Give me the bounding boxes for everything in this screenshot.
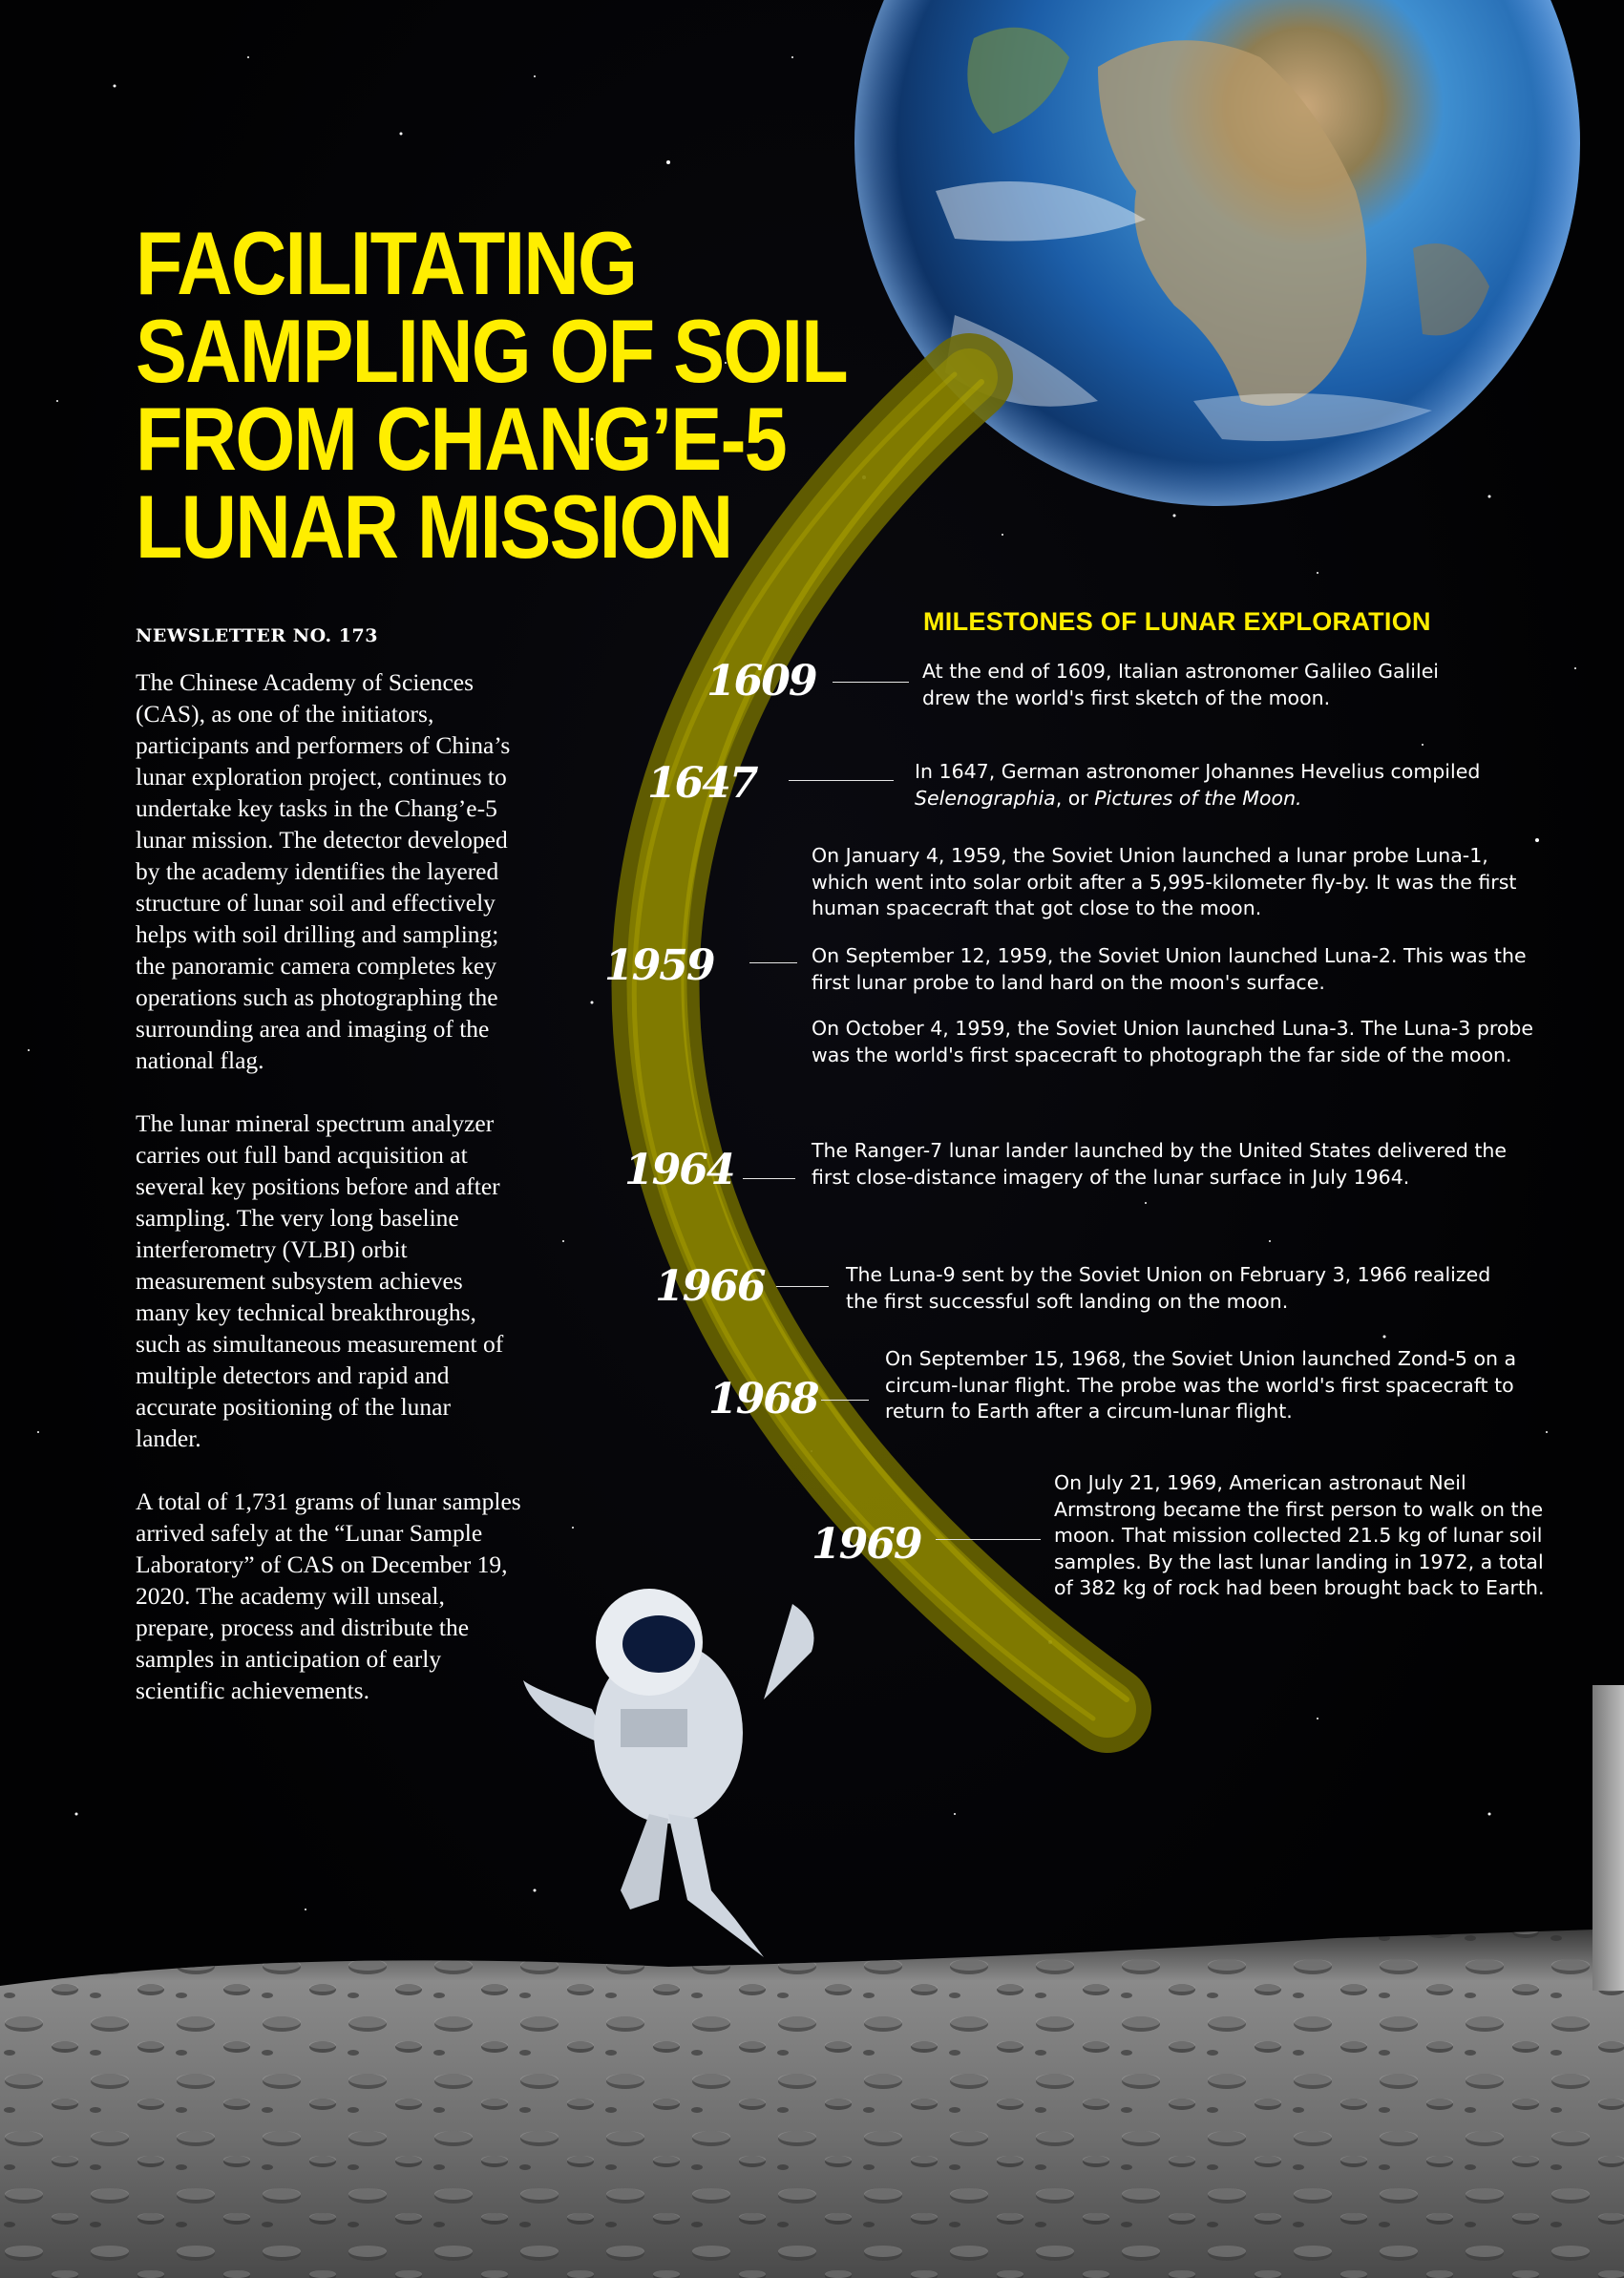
connector-line [821, 1400, 869, 1401]
title-line: LUNAR MISSION [136, 476, 732, 577]
connector-line [776, 1286, 829, 1287]
body-paragraph: The Chinese Academy of Sciences (CAS), as one of the initiators, participants and performers of China’s lunar exploration project, continues to undertake key tasks in the Chang’e-5 lunar mission. The detector developed by the academy identifies the layered structure of lunar soil and effectively helps with soil drilling and sampling; the panoramic camera completes key operations such as photographing the surrounding area and imaging of the national flag. [136, 668, 511, 1074]
milestone-text: In 1647, German astronomer Johannes Hevelius compiled Selenographia, or Pictures of the Moon. [915, 760, 1481, 810]
milestone-year: 1966 [655, 1262, 765, 1311]
milestone-text: The Ranger-7 lunar lander launched by the United States delivered the first close-distance imagery of the lunar surface in July 1964. [812, 1139, 1508, 1189]
milestone-year: 1609 [707, 657, 816, 706]
milestone-year: 1968 [708, 1375, 818, 1424]
moon-surface-image [0, 1685, 1624, 2278]
title-line: SAMPLING OF SOIL [136, 301, 847, 401]
milestone-year: 1647 [647, 759, 757, 808]
milestone-text: On January 4, 1959, the Soviet Union launched a lunar probe Luna-1, which went into solar orbit after a 5,995-kilometer fly-by. It was the first human spacecraft that got close to the moon. [812, 844, 1517, 919]
body-paragraph: The lunar mineral spectrum analyzer carries out full band acquisition at several key positions before and after sampling. The very long baseline interferometry (VLBI) orbit measurement subsystem achieves many key technical breakthroughs, such as simultaneous measurement of multiple detectors and rapid and accurate positioning of the lunar lander. [136, 1109, 504, 1452]
milestone-text: On September 12, 1959, the Soviet Union launched Luna-2. This was the first lunar probe to land hard on the moon's surface. [812, 944, 1527, 994]
astronaut-image [523, 1589, 814, 1957]
connector-line [936, 1539, 1041, 1540]
connector-line [743, 1178, 795, 1179]
article-body [136, 666, 522, 1738]
newsletter-label: NEWSLETTER NO. 173 [136, 625, 378, 646]
milestone-text: On September 15, 1968, the Soviet Union launched Zond-5 on a circum-lunar flight. The probe was the world's first spacecraft to return to Earth after a circum-lunar flight. [885, 1347, 1517, 1423]
milestones-heading: MILESTONES OF LUNAR EXPLORATION [923, 607, 1431, 636]
connector-line [749, 962, 797, 963]
connector-line [789, 780, 894, 781]
milestone-text: At the end of 1609, Italian astronomer Galileo Galilei drew the world's first sketch of the moon. [922, 660, 1440, 709]
milestone-year: 1959 [604, 941, 714, 990]
title-line: FACILITATING [136, 213, 637, 313]
milestone-text: On October 4, 1959, the Soviet Union launched Luna-3. The Luna-3 probe was the world's first spacecraft to photograph the far side of the moon. [812, 1017, 1534, 1066]
milestone-text: The Luna-9 sent by the Soviet Union on February 3, 1966 realized the first successful soft landing on the moon. [846, 1263, 1491, 1313]
connector-line [833, 682, 909, 683]
milestone-year: 1964 [624, 1146, 734, 1194]
title-line: FROM CHANG’E-5 [136, 389, 787, 489]
page-title [136, 213, 847, 577]
body-paragraph: A total of 1,731 grams of lunar samples arrived safely at the “Lunar Sample Laboratory” of CAS on December 19, 2020. The academy will unseal, prepare, process and distribute the samples in anticipation of early scientific achievements. [136, 1487, 521, 1704]
milestone-text: On July 21, 1969, American astronaut Neil Armstrong became the first person to walk on the moon. That mission collected 21.5 kg of lunar soil samples. By the last lunar landing in 1972, a total of 382 kg of rock had been brought back to Earth. [1054, 1471, 1545, 1599]
milestone-year: 1969 [812, 1520, 921, 1569]
